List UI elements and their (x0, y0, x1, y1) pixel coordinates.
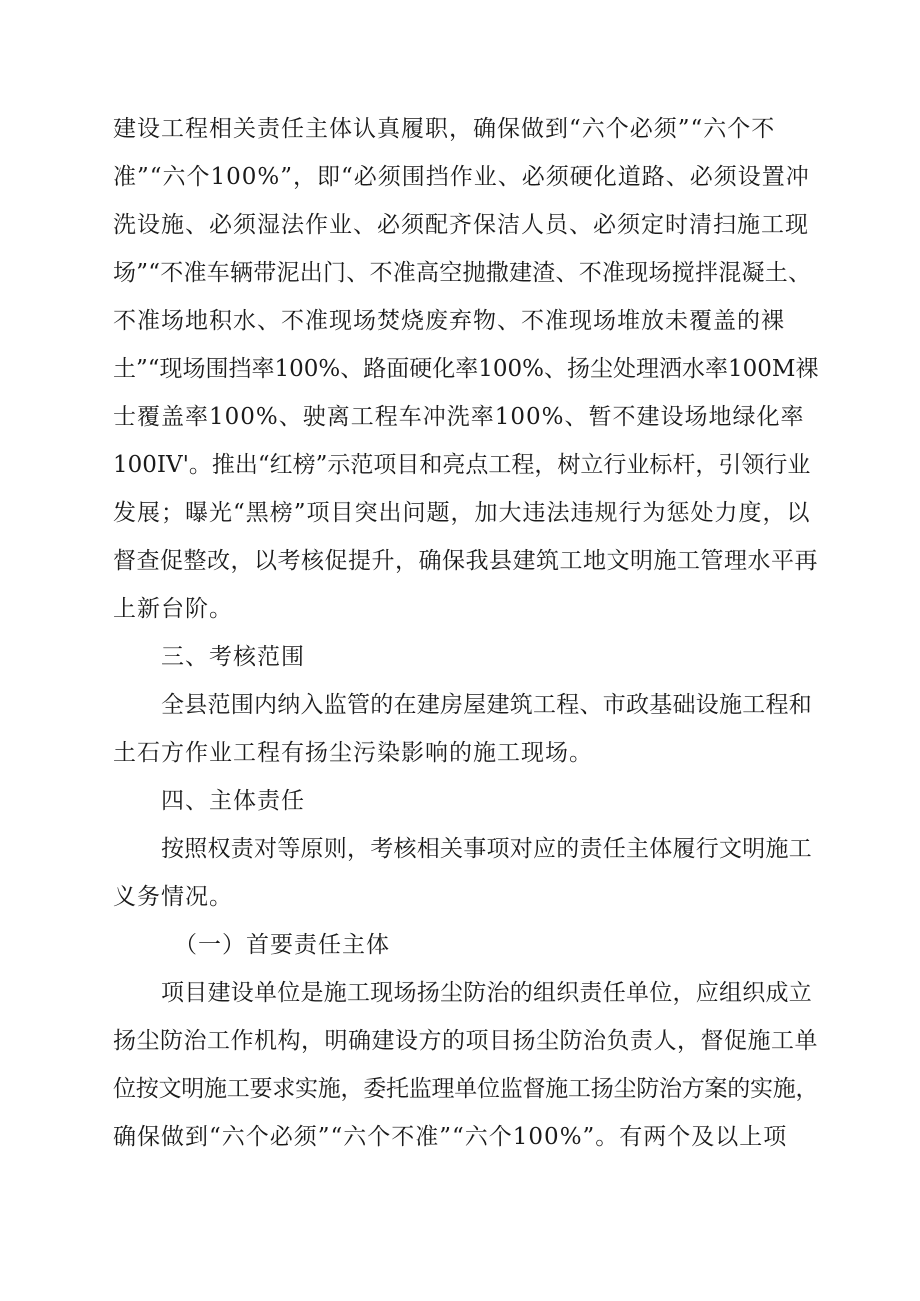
paragraph-line: 准”“六个100%”，即“必须围挡作业、必须硬化道路、必须设置冲 (113, 164, 810, 190)
paragraph-line: 义务情况。 (113, 884, 233, 910)
paragraph-line: 土”“现场围挡率100%、路面硬化率100%、扬尘处理洒水率100M裸 (113, 356, 819, 382)
section-heading: 三、考核范围 (161, 644, 305, 670)
paragraph-line: 按照权责对等原则，考核相关事项对应的责任主体履行文明施工 (161, 836, 812, 862)
paragraph-line: 全县范围内纳入监管的在建房屋建筑工程、市政基础设施工程和 (161, 692, 812, 718)
paragraph-line: 督查促整改，以考核促提升，确保我县建筑工地文明施工管理水平再 (113, 548, 818, 574)
paragraph-line: 场”“不准车辆带泥出门、不准高空抛撒建渣、不准现场搅拌混凝土、 (113, 260, 812, 286)
paragraph-line: 项目建设单位是施工现场扬尘防治的组织责任单位，应组织成立 (161, 980, 812, 1006)
subsection-heading: （一）首要责任主体 (174, 932, 390, 958)
paragraph-line: 100ΙV'。推出“红榜”示范项目和亮点工程，树立行业标杆，引领行业 (113, 452, 811, 478)
paragraph-line: 发展；曝光“黑榜”项目突出问题，加大违法违规行为惩处力度，以 (113, 500, 811, 526)
paragraph-line: 上新台阶。 (113, 596, 233, 622)
paragraph-line: 不准场地积水、不准现场焚烧废弃物、不准现场堆放未覆盖的裸 (113, 308, 785, 334)
paragraph-line: 扬尘防治工作机构，明确建设方的项目扬尘防治负责人，督促施工单 (113, 1028, 818, 1054)
paragraph-line: 确保做到“六个必须”“六个不准”“六个100%”。有两个及以上项 (113, 1124, 788, 1150)
paragraph-line: 士覆盖率100%、驶离工程车冲洗率100%、暂不建设场地绿化率 (113, 404, 805, 430)
paragraph-line: 位按文明施工要求实施，委托监理单位监督施工扬尘防治方案的实施， (113, 1076, 819, 1102)
paragraph-line: 土石方作业工程有扬尘污染影响的施工现场。 (113, 740, 593, 766)
paragraph-line: 建设工程相关责任主体认真履职，确保做到“六个必须”“六个不 (113, 116, 776, 142)
section-heading: 四、主体责任 (161, 788, 305, 814)
paragraph-line: 洗设施、必须湿法作业、必须配齐保洁人员、必须定时清扫施工现 (113, 212, 809, 238)
